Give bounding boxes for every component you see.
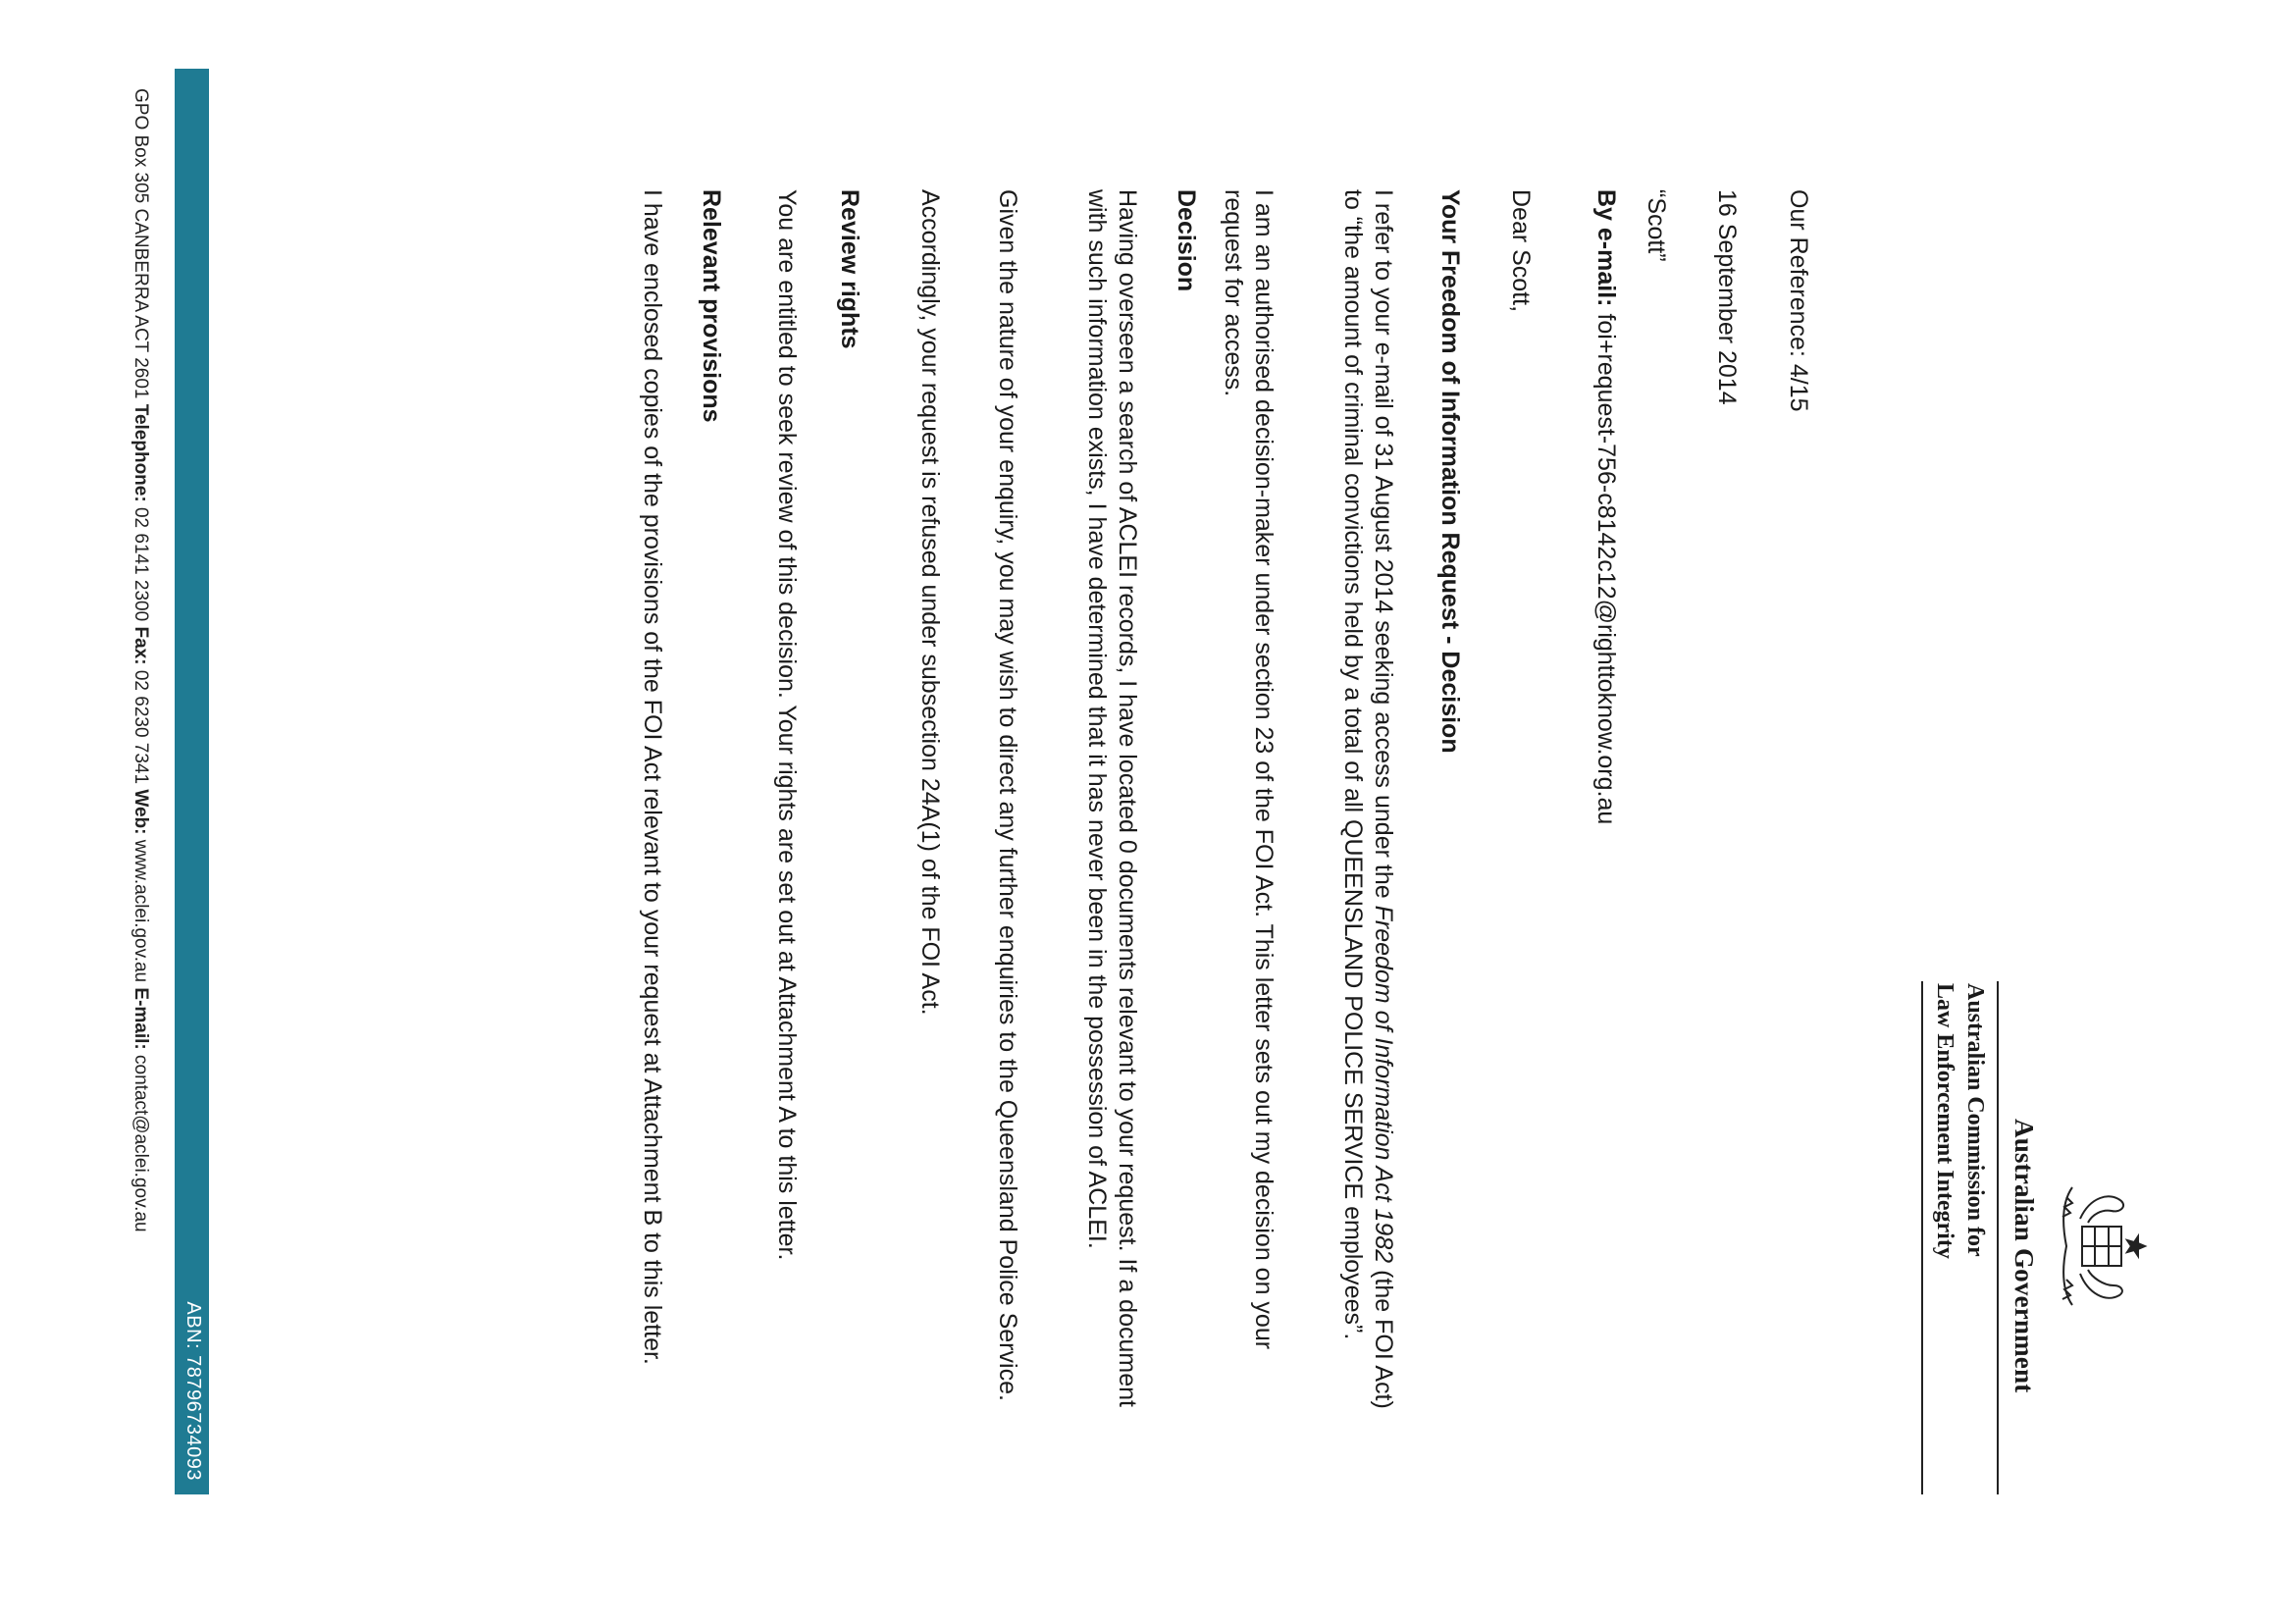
web-label: Web: — [130, 789, 151, 835]
our-reference: Our Reference: 4/15 — [1785, 189, 1812, 412]
relevant-provisions-heading: Relevant provisions — [698, 189, 725, 423]
paragraph-refusal: Accordingly, your request is refused under subsection 24A(1) of the FOI Act. — [916, 189, 944, 1016]
contact-email: contact@aclei.gov.au — [130, 1049, 151, 1232]
paragraph-review-rights: You are entitled to seek review of this decision. Your rights are set out at Attachment A to this letter. — [773, 189, 801, 1261]
paragraph-relevant-provisions: I have enclosed copies of the provisions of the FOI Act relevant to your request at Attachment B to this letter. — [639, 189, 666, 1365]
contact-email-label: E-mail: — [130, 987, 151, 1050]
recipient-name: “Scott” — [1643, 189, 1670, 262]
salutation: Dear Scott, — [1507, 189, 1535, 313]
p1-text-after: (the FOI Act) to “the amount of criminal convictions held by a total of all QUEENSLAND POLICE SERVICE employees”. — [1339, 189, 1397, 1409]
fax-label: Fax: — [130, 626, 151, 665]
postal-address: GPO Box 305 CANBERRA ACT 2601 — [130, 88, 151, 404]
abn-number: ABN: 78796734093 — [183, 1301, 204, 1481]
fax-number: 02 6230 7341 — [130, 664, 151, 790]
subject-heading: Your Freedom of Information Request - Decision — [1436, 189, 1464, 754]
review-rights-heading: Review rights — [836, 189, 863, 349]
coat-of-arms-icon — [2051, 1168, 2149, 1325]
web-address: www.aclei.gov.au — [130, 834, 151, 988]
act-title: Freedom of Information Act 1982 — [1370, 905, 1397, 1264]
email-line — [1592, 189, 1620, 824]
footer-bar — [175, 69, 209, 1494]
footer-contact-line — [130, 88, 151, 1232]
telephone-number: 02 6141 2300 — [130, 501, 151, 627]
decision-heading: Decision — [1173, 189, 1200, 292]
agency-name — [1929, 983, 1990, 1259]
p1-text-before: I refer to your e-mail of 31 August 2014 seeking access under the — [1370, 189, 1397, 906]
email-label: By e-mail: — [1592, 189, 1620, 307]
paragraph-referral: Given the nature of your enquiry, you may wish to direct any further enquiries to the Queensland Police Service. — [994, 189, 1021, 1401]
paragraph-authority: I am an authorised decision-maker under section 23 of the FOI Act. This letter sets out my decision on your request for access. — [1220, 189, 1278, 1350]
header-divider-bottom — [1921, 981, 1923, 1494]
agency-name-line-1: Australian Commission for — [1962, 983, 1988, 1257]
letter-date: 16 September 2014 — [1713, 189, 1741, 405]
agency-name-line-2: Law Enforcement Integrity — [1932, 983, 1957, 1259]
paragraph-request-summary — [1337, 189, 1398, 1426]
telephone-label: Telephone: — [130, 403, 151, 502]
government-name: Australian Government — [2009, 1119, 2039, 1393]
recipient-email: foi+request-756-c8142c12@righttoknow.org.au — [1592, 313, 1620, 825]
paragraph-search-result: Having overseen a search of ACLEI records, I have located 0 documents relevant to your request. If a document with such information exists, I have determined that it has never been in the possession of ACLEI. — [1083, 189, 1141, 1407]
header-divider — [1997, 981, 1999, 1494]
